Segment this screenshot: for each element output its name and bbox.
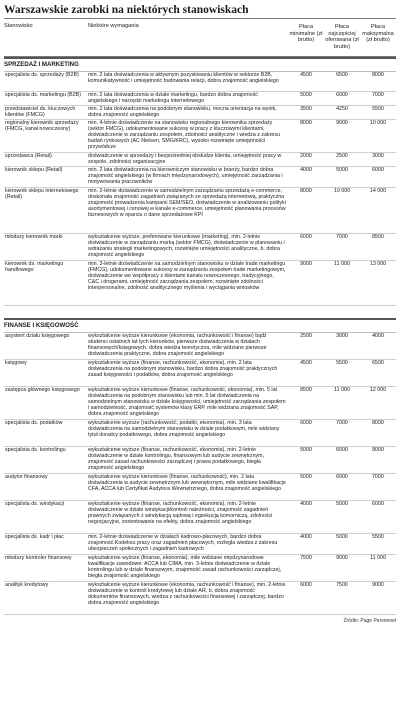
max-salary-cell: 10 000 [369,120,387,126]
max-salary-cell: 4000 [372,333,384,339]
position-cell: kierownik sklepu (Retail) [5,167,63,173]
min-salary-cell: 5000 [300,474,312,480]
table-row [4,474,396,501]
table-row [4,120,396,153]
typical-salary-cell: 3000 [336,333,348,339]
requirements-cell: wykształcenie wyższe kierunkowe (ekonomia, rachunkowość i finanse), min. 2-letnie doświadczenie w kontroli kredytowej lub dziale AR, b. dobra znajomość dokumentów finansowych, wiedza z rachunkowości finansowej i zarządczej, bardzo dobra znajomość angielskiego [88,582,286,607]
requirements-cell: wykształcenie wyższe kierunkowe (finanse, rachunkowość, ekonomia), min. 5 lat doświadczenia na podobnym stanowisku lub min. 5 lat doświadczenia na samodzielnym stanowisku w dziale księgowości, umiejętność zarządzania zespołem i samodzielność, znajomość systemów klasy ERP, mile widziana znajomość SAP, dobra znajomość angielskiego [88,387,286,418]
header-min-salary: Płaca minimalne (zł brutto) [289,24,323,44]
typical-salary-cell: 6000 [336,447,348,453]
max-salary-cell: 13 000 [369,261,387,267]
typical-salary-cell: 5500 [336,360,348,366]
position-cell: kierownik sklepu internetowego (Retail) [5,188,79,201]
table-row [4,582,396,615]
min-salary-cell: 8000 [300,120,312,126]
table-row [4,501,396,534]
typical-salary-cell: 5000 [336,167,348,173]
max-salary-cell: 12 000 [369,387,387,393]
table-row [4,92,396,106]
page-title: Warszawskie zarobki na niektórych stanowiskach [4,4,249,16]
min-salary-cell: 6000 [300,420,312,426]
min-salary-cell: 2500 [300,333,312,339]
table-row [4,333,396,360]
typical-salary-cell: 7000 [336,420,348,426]
typical-salary-cell: 5000 [336,501,348,507]
position-cell: przedstawiciel ds. kluczowych klientów (FMCG) [5,106,76,119]
table-row [4,261,396,306]
position-cell: specjalista ds. kontrolingu [5,447,66,453]
requirements-cell: wykształcenie wyższe (finanse, ekonomia), mile widziane międzynarodowe kwalifikacje zawodowe: ACCA lub CIMA, min. 3-letnie doświadczenie w dziale kontrolingu lub w dziale finansowym, znajomość zasad rachunkowości zarządczej, biegła znajomość angielskiego [88,555,282,580]
min-salary-cell: 4500 [300,72,312,78]
table-row [4,72,396,92]
max-salary-cell: 7000 [372,474,384,480]
requirements-cell: wykształcenie wyższe kierunkowe (ekonomia, rachunkowość i finanse) bądź studenci ostatnich lat tych kierunków, pierwsze doświadczenia w działach finansowych/księgowych, dobra wiedza teoretyczna, mile widziane pierwsze doświadczenia praktyczne, dobra znajomość angielskiego [88,333,267,358]
requirements-cell: min. 2-letnie doświadczenie w działach kadrowo-płacowych, bardzo dobra znajomość Kodeksu pracy oraz zagadnień płacowych, rozległa wiedza z zakresu ubezpieczeń społecznych i zagadnień kadrowych [88,534,278,553]
typical-salary-cell: 5000 [336,534,348,540]
requirements-cell: min. 2 lata doświadczenia na podobnym stanowisku, mocna orientacja na wynik, dobra znajomość angielskiego [88,106,277,119]
max-salary-cell: 9000 [372,582,384,588]
max-salary-cell: 8000 [372,72,384,78]
position-cell: specjalista ds. marketingu (B2B) [5,92,81,98]
max-salary-cell: 14 000 [369,188,387,194]
requirements-cell: wykształcenie wyższe (finanse, rachunkowość, ekonomia), min. 2 lata doświadczenia na podobnym stanowisku, bardzo dobra znajomość praktycznych zasad księgowości i podatków, dobra znajomość angielskiego [88,360,278,379]
min-salary-cell: 3500 [300,106,312,112]
typical-salary-cell: 4250 [336,106,348,112]
typical-salary-cell: 6000 [336,92,348,98]
source-note: Źródło: Page Personnel [343,618,396,624]
max-salary-cell: 6000 [372,501,384,507]
table-row [4,555,396,582]
max-salary-cell: 8000 [372,420,384,426]
table-row [4,447,396,474]
section-gap [4,306,396,318]
table-row [4,420,396,447]
header-requirements: Niektóre wymagania [88,23,139,29]
requirements-cell: wykształcenie wyższe (finanse, rachunkowość, ekonomia), min. 2-letnie doświadczenie w dziale kontrolingu, finansowym lub audycie zewnętrznym, znajomość zasad rachunkowości zarządczej i prawa podatkowego, biegła znajomość angielskiego [88,447,265,472]
position-cell: specjalista ds. windykacji [5,501,64,507]
max-salary-cell: 11 000 [370,555,386,561]
min-salary-cell: 8500 [300,387,312,393]
position-cell: audytor finansowy [5,474,48,480]
requirements-cell: min. 3-letnie doświadczenie na samodzielnym stanowisku w dziale trade marketingu (FMCG), udokumentowane sukcesy w zarządzaniu zespołem trade marketingowym, doświadczenie we współpracy z klientami kanału nowoczesnego, tradycyjnego, C&C i drogerami, umiejętność zarządzania zespołem, rozwinięte zdolności interpersonalne, zdolność analitycznego myślenia i wyciągania wniosków [88,261,286,292]
max-salary-cell: 5500 [372,534,384,540]
table-row [4,167,396,188]
max-salary-cell: 6500 [372,360,384,366]
min-salary-cell: 2000 [300,153,312,159]
max-salary-cell: 5500 [372,106,384,112]
typical-salary-cell: 6500 [336,72,348,78]
position-cell: analityk kredytowy [5,582,49,588]
header-typical-salary: Płaca najczęściej oferowana (zł brutto) [325,24,359,50]
min-salary-cell: 5000 [300,92,312,98]
requirements-cell: wykształcenie wyższe (finanse, rachunkowość, ekonomia), min. 2-letnie doświadczenie w dziale windykacji/kontroli należności, znajomość zagadnień prawnych związanych z windykacją sądową i egzekucją komorniczą, zdolności negocjacyjne, zorientowanie na efekty, dobra znajomość angielskiego [88,501,273,526]
max-salary-cell: 8000 [372,447,384,453]
max-salary-cell: 7000 [372,92,384,98]
typical-salary-cell: 9000 [336,120,348,126]
min-salary-cell: 7500 [300,555,312,561]
table-header [4,19,396,57]
requirements-cell: wykształcenie wyższe kierunkowe (finanse, rachunkowość), min. 2 lata doświadczenia w audycie zewnętrznym lub wewnętrznym, mile widziane kwalifikacje CFA, ACCA lub Certyfikat Audytora Wewnętrznego, dobra znajomość angielskiego [88,474,286,493]
table-row [4,534,396,555]
header-position: Stanowisko [4,23,33,29]
typical-salary-cell: 6000 [336,474,348,480]
table-row [4,106,396,120]
requirements-cell: doświadczenie w sprzedaży i bezpośredniej obsłudze klienta, umiejętność pracy w zespole, zdolności organizacyjne [88,153,282,166]
typical-salary-cell: 10 000 [333,188,351,194]
requirements-cell: min. 2-letnie doświadczenie w samodzielnym zarządzaniu sprzedażą e-commerce, doskonała znajomość zagadnień związanych ze sprzedażą internetową, praktyczna znajomość prowadzenia kampanii SEM/SEO, doświadczenie w analizowaniu polityki asortymentowej i cenowej w kanale e-commerce, umiejętność planowania procesów biznesowych w oparciu o dane sprzedażowe KPI [88,188,286,219]
min-salary-cell: 8000 [300,188,312,194]
min-salary-cell: 6000 [300,582,312,588]
min-salary-cell: 9000 [300,261,312,267]
position-cell: księgowy [5,360,27,366]
typical-salary-cell: 11 000 [334,387,350,393]
position-cell: młodszy kierownik marki [5,234,63,240]
section-title: SPRZEDAŻ I MARKETING [4,57,396,72]
salary-table [4,57,396,615]
table-row [4,360,396,387]
typical-salary-cell: 11 000 [334,261,350,267]
position-cell: specjalista ds. sprzedaży (B2B) [5,72,79,78]
typical-salary-cell: 7000 [336,234,348,240]
position-cell: asystent działu księgowego [5,333,70,339]
requirements-cell: min. 4-letnie doświadczenie na stanowisku regionalnego kierownika sprzedaży (sektor FMCG), udokumentowane sukcesy w pracy z kluczowymi klientami, doświadczenie w zarządzaniu zespołem, zdolności analityczne i wiedza z zakresu badań rynkowych (AC Nielsen, SMG/KRC), wysoko rozwinięte umiejętności przywódcze [88,120,280,151]
position-cell: regionalny kierownik sprzedaży (FMCG, kanał nowoczesny) [5,120,79,133]
min-salary-cell: 6000 [300,234,312,240]
table-row [4,234,396,261]
min-salary-cell: 5000 [300,447,312,453]
header-max-salary: Płaca maksymalna (zł brutto) [362,24,394,44]
position-cell: młodszy kontroler finansowy [5,555,72,561]
requirements-cell: min. 2 lata doświadczenia w aktywnym pozyskiwaniu klientów w sektorze B2B, komunikatywność i umiejętność budowania relacji, dobra znajomość angielskiego [88,72,279,85]
requirements-cell: wykształcenie wyższe (rachunkowość, podatki, ekonomia), min. 3 lata doświadczenia na samodzielnym stanowisku w dziale podatkowym, mile widziany tytuł doradcy podatkowego, dobra znajomość angielskiego [88,420,280,439]
requirements-cell: min. 2 lata doświadczenia w dziale marketingu, bardzo dobra znajomość angielskiego i narzędzi marketingu internetowego [88,92,258,105]
typical-salary-cell: 2500 [336,153,348,159]
min-salary-cell: 4000 [300,534,312,540]
min-salary-cell: 4000 [300,501,312,507]
table-row [4,387,396,420]
position-cell: specjalista ds. podatków [5,420,63,426]
requirements-cell: min. 2 lata doświadczenia na kierowniczym stanowisku w branży, bardzo dobra znajomość angielskiego (w firmach międzynarodowych), umiejętność zarządzania i motywowania pracowników [88,167,283,186]
table-row [4,188,396,234]
min-salary-cell: 4500 [300,360,312,366]
max-salary-cell: 3000 [372,153,384,159]
min-salary-cell: 4000 [300,167,312,173]
requirements-cell: wykształcenie wyższe, preferowane kierunkowe (marketing), min. 2-letnie doświadczenie w zarządzaniu marką (sektor FMCG), doświadczenie w planowaniu i wdrażaniu strategii marketingowych, rozwinięte umiejętności analityczne, b. dobra znajomość angielskiego [88,234,285,259]
position-cell: zastępca głównego księgowego [5,387,80,393]
position-cell: kierownik ds. marketingu handlowego [5,261,64,274]
typical-salary-cell: 7500 [336,582,348,588]
salary-article [4,0,396,624]
typical-salary-cell: 9000 [336,555,348,561]
table-row [4,153,396,167]
position-cell: specjalista ds. kadr i płac [5,534,64,540]
position-cell: sprzedawca (Retail) [5,153,52,159]
section-title: FINANSE I KSIĘGOWOŚĆ [4,318,396,333]
max-salary-cell: 6000 [372,167,384,173]
max-salary-cell: 8500 [372,234,384,240]
